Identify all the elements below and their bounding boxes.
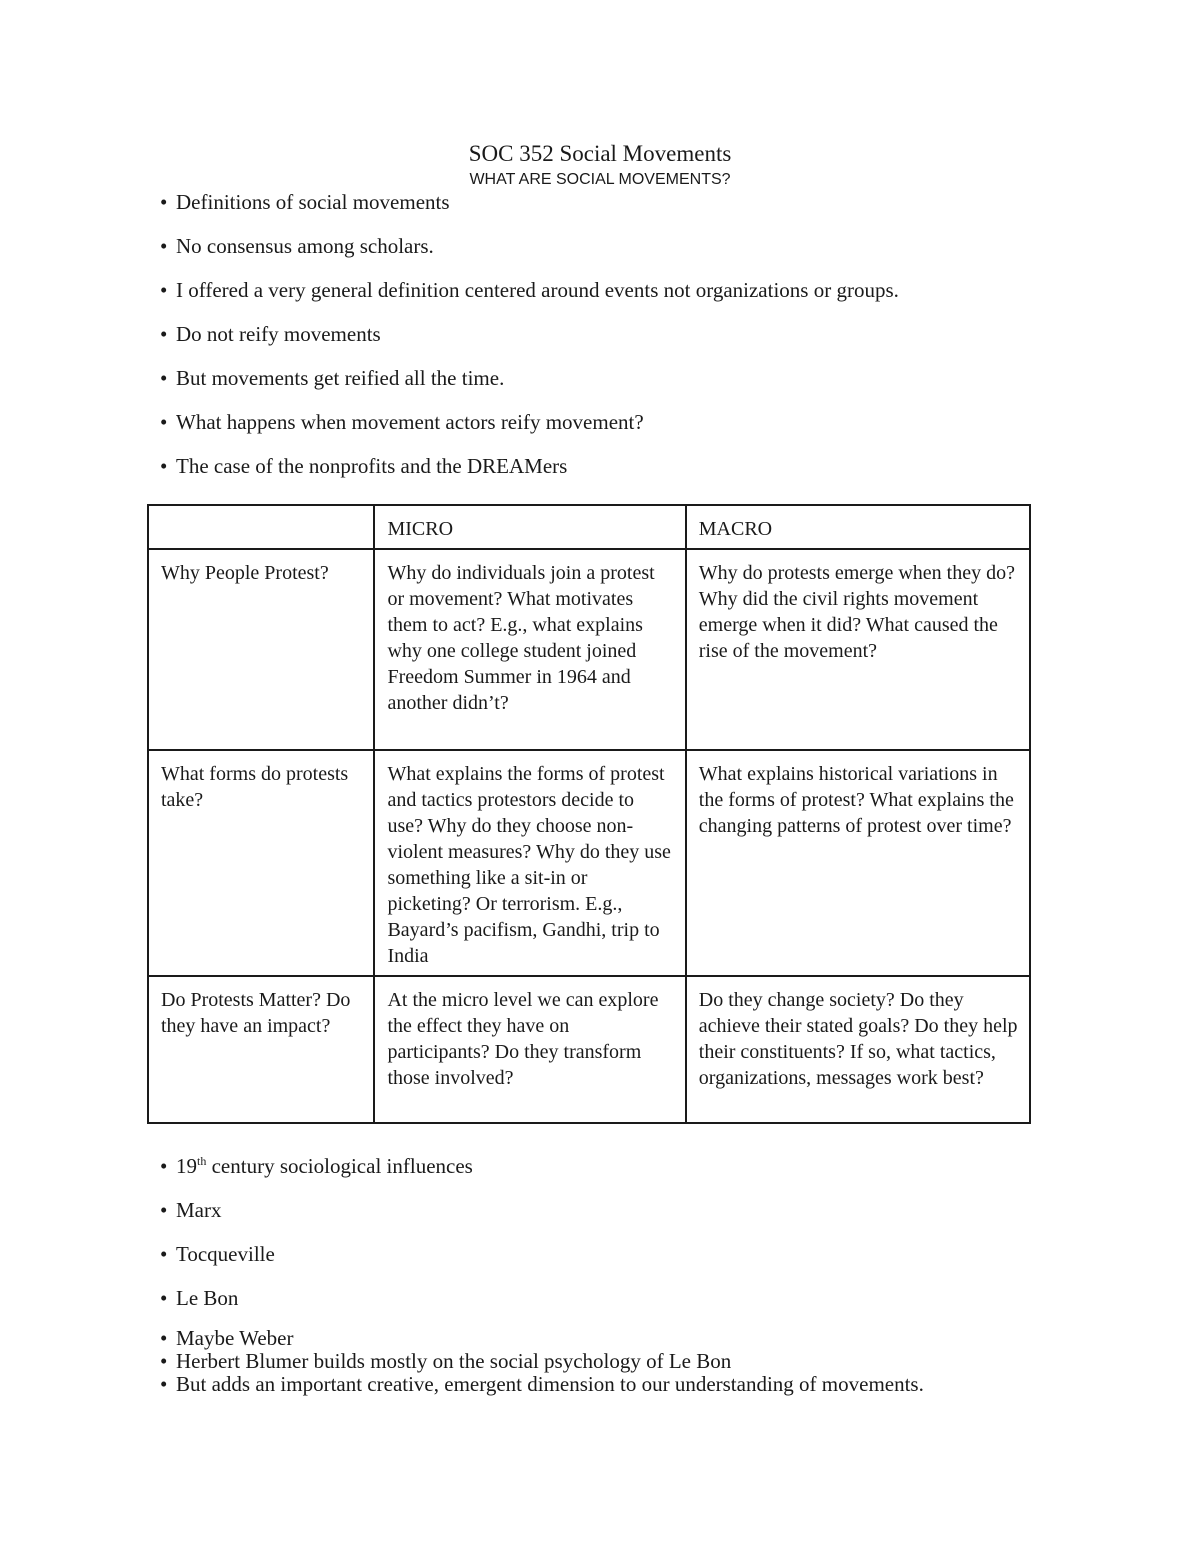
table-row [148, 549, 1030, 750]
bullet-text: Maybe Weber [176, 1326, 294, 1350]
macro-cell: Why do protests emerge when they do? Why did the civil rights movement emerge when it did? What caused the rise of the movement? [686, 549, 1030, 750]
bullet-text: century sociological influences [206, 1154, 473, 1178]
bullet-item [160, 232, 899, 276]
bullet-text: I offered a very general definition centered around events not organizations or groups. [176, 278, 899, 302]
bullet-item [160, 1240, 473, 1284]
table-header-cell [148, 505, 374, 549]
bullet-icon: • [160, 1154, 168, 1178]
bullet-icon: • [160, 1372, 168, 1396]
bullet-text: But adds an important creative, emergent dimension to our understanding of movements. [176, 1372, 924, 1396]
bullet-text: But movements get reified all the time. [176, 366, 505, 390]
bullet-item [160, 364, 899, 408]
bullet-item [160, 1350, 924, 1373]
micro-cell: At the micro level we can explore the effect they have on participants? Do they transform those involved? [374, 976, 685, 1123]
bullet-item [160, 452, 899, 496]
bullet-item [160, 276, 899, 320]
bullet-icon: • [160, 454, 168, 478]
table-header-row [148, 505, 1030, 549]
bullet-icon: • [160, 322, 168, 346]
bullet-text: Marx [176, 1198, 222, 1222]
table-header-cell: MACRO [686, 505, 1030, 549]
table-row [148, 750, 1030, 976]
bullet-icon: • [160, 234, 168, 258]
bullet-item [160, 1152, 473, 1196]
century-suffix: th [197, 1154, 207, 1168]
intro-bullet-list [160, 188, 899, 496]
bullet-icon: • [160, 278, 168, 302]
bullet-icon: • [160, 1326, 168, 1350]
bullet-icon: • [160, 1242, 168, 1266]
table-row [148, 976, 1030, 1123]
century-number: 19 [176, 1154, 197, 1178]
macro-cell: Do they change society? Do they achieve their stated goals? Do they help their constituents? If so, what tactics, organizations, messages work best? [686, 976, 1030, 1123]
page-title: SOC 352 Social Movements [468, 141, 732, 166]
bullet-text: Herbert Blumer builds mostly on the social psychology of Le Bon [176, 1349, 732, 1373]
bullet-item [160, 1284, 473, 1328]
bullet-item [160, 1373, 924, 1396]
bullet-icon: • [160, 1286, 168, 1310]
row-label-cell: Do Protests Matter? Do they have an impact? [148, 976, 374, 1123]
bullet-text: The case of the nonprofits and the DREAMers [176, 454, 568, 478]
micro-cell: What explains the forms of protest and tactics protestors decide to use? Why do they choose non-violent measures? Why do they use something like a sit-in or picketing? Or terrorism. E.g., Bayard’s pacifism, Gandhi, trip to India [374, 750, 685, 976]
micro-cell: Why do individuals join a protest or movement? What motivates them to act? E.g., what explains why one college student joined Freedom Summer in 1964 and another didn’t? [374, 549, 685, 750]
page-subtitle: WHAT ARE SOCIAL MOVEMENTS? [469, 171, 731, 188]
bullet-icon: • [160, 1198, 168, 1222]
bullet-text: Do not reify movements [176, 322, 381, 346]
bullet-icon: • [160, 190, 168, 214]
row-label-cell: What forms do protests take? [148, 750, 374, 976]
bullet-icon: • [160, 410, 168, 434]
row-label-cell: Why People Protest? [148, 549, 374, 750]
influences-bullet-list [160, 1152, 473, 1328]
closing-bullet-list [160, 1327, 924, 1396]
bullet-item [160, 1327, 924, 1350]
bullet-item [160, 408, 899, 452]
table-header-cell: MICRO [374, 505, 685, 549]
bullet-text: Definitions of social movements [176, 190, 450, 214]
bullet-item [160, 1196, 473, 1240]
bullet-text: Tocqueville [176, 1242, 275, 1266]
bullet-item [160, 320, 899, 364]
bullet-item [160, 188, 899, 232]
macro-cell: What explains historical variations in the forms of protest? What explains the changing patterns of protest over time? [686, 750, 1030, 976]
bullet-icon: • [160, 366, 168, 390]
bullet-text: What happens when movement actors reify movement? [176, 410, 644, 434]
bullet-text: Le Bon [176, 1286, 239, 1310]
bullet-text: No consensus among scholars. [176, 234, 434, 258]
bullet-icon: • [160, 1349, 168, 1373]
micro-macro-table [147, 504, 1031, 1124]
